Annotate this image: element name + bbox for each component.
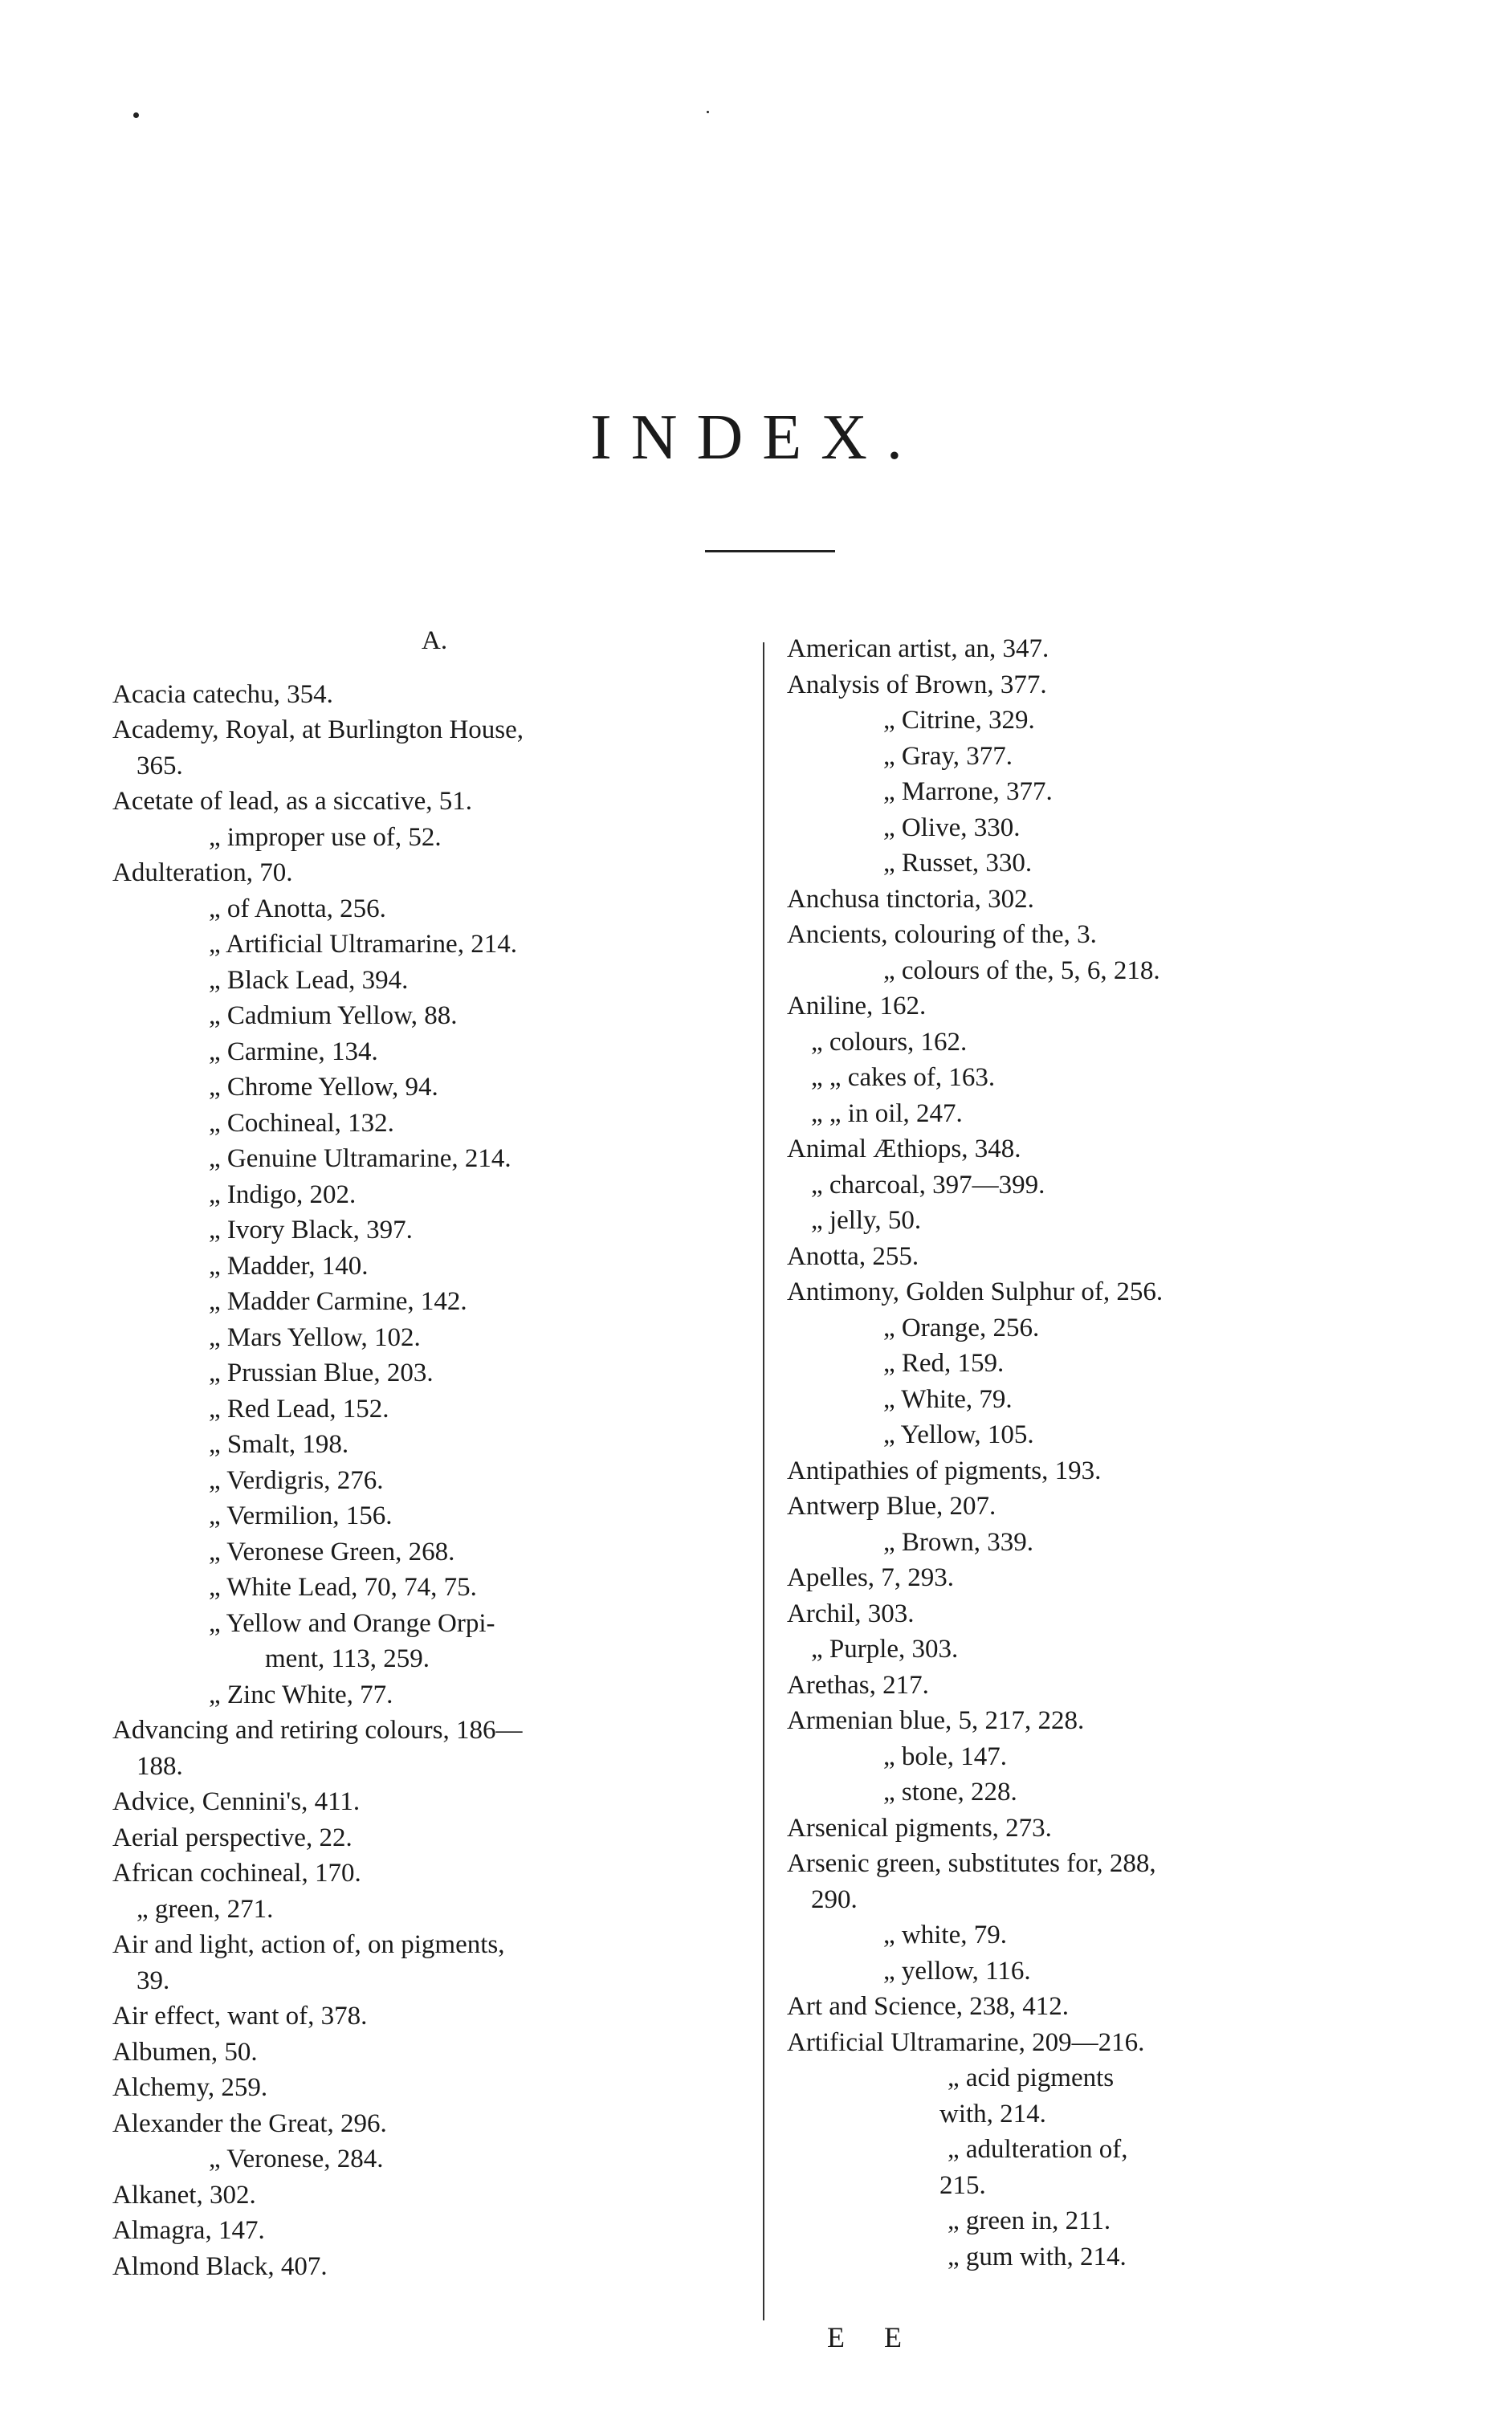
index-entry: Adulteration, 70. [112,858,293,887]
index-entry: Aerial perspective, 22. [112,1823,353,1852]
index-entry: „ Prussian Blue, 203. [209,1359,434,1387]
index-entry: „ Smalt, 198. [209,1430,349,1459]
index-entry: Acetate of lead, as a siccative, 51. [112,787,473,816]
index-entry: „ white, 79. [883,1921,1007,1949]
index-entry: Antwerp Blue, 207. [787,1492,996,1521]
index-entry: „ charcoal, 397—399. [811,1170,1045,1200]
index-entry: „ Red Lead, 152. [209,1394,389,1424]
index-entry: „ „ in oil, 247. [811,1098,963,1128]
index-entry: „ Vermilion, 156. [209,1501,393,1530]
index-entry: „ Chrome Yellow, 94. [209,1073,438,1102]
index-entry: Animal Æthiops, 348. [787,1135,1021,1163]
index-entry: „ Mars Yellow, 102. [209,1322,421,1352]
index-entry: Art and Science, 238, 412. [787,1992,1069,2021]
index-entry: „ Gray, 377. [883,741,1013,771]
index-entry: Artificial Ultramarine, 209—216. [787,2027,1145,2057]
signature-mark: E E [827,2321,918,2353]
index-entry: African cochineal, 170. [112,1859,361,1888]
index-entry: Antimony, Golden Sulphur of, 256. [787,1277,1164,1306]
index-entry: „ Indigo, 202. [209,1179,357,1209]
index-entry: Arsenical pigments, 273. [787,1813,1052,1843]
index-entry: „ colours, 162. [811,1027,968,1057]
index-entry: „ Marrone, 377. [883,777,1053,806]
index-entry: Alchemy, 259. [112,2073,268,2102]
index-entry: „ Madder Carmine, 142. [209,1287,467,1316]
index-entry: American artist, an, 347. [787,634,1049,663]
index-entry: Analysis of Brown, 377. [787,670,1047,699]
index-entry: Armenian blue, 5, 217, 228. [787,1706,1085,1735]
index-entry: „ adulteration of, [948,2135,1128,2164]
index-entry: „ Veronese Green, 268. [209,1537,455,1566]
index-entry: „ Cadmium Yellow, 88. [209,1001,458,1030]
index-entry: Archil, 303. [787,1599,915,1628]
index-entry: „ Genuine Ultramarine, 214. [209,1144,511,1173]
column-divider [763,642,764,2320]
index-entry: „ green in, 211. [948,2206,1111,2235]
index-entry: Air and light, action of, on pigments, [112,1930,505,1959]
index-entry: „ of Anotta, 256. [209,894,386,923]
ink-speck [133,112,139,118]
index-entry: „ jelly, 50. [811,1206,922,1235]
title-rule [705,550,835,552]
index-entry: „ Citrine, 329. [883,706,1035,735]
index-entry: Advancing and retiring colours, 186— [112,1716,523,1745]
index-entry: „ green, 271. [137,1894,274,1924]
index-entry: Almagra, 147. [112,2216,265,2245]
index-entry: Academy, Royal, at Burlington House, [112,715,524,744]
index-entry: „ Carmine, 134. [209,1037,378,1066]
index-entry: Alkanet, 302. [112,2180,256,2210]
index-entry: Aniline, 162. [787,992,927,1020]
index-entry: Ancients, colouring of the, 3. [787,920,1097,949]
index-entry: Albumen, 50. [112,2037,258,2067]
index-entry: Air effect, want of, 378. [112,2002,368,2031]
index-entry: „ Veronese, 284. [209,2145,384,2173]
index-entry: ment, 113, 259. [265,1644,430,1673]
index-entry: Arsenic green, substitutes for, 288, [787,1849,1156,1878]
index-column-left [112,623,747,2284]
index-entry: „ Olive, 330. [883,813,1021,842]
index-entry: „ acid pigments [948,2063,1115,2092]
index-entry: „ Verdigris, 276. [209,1465,384,1495]
index-entry: „ Purple, 303. [811,1635,959,1664]
index-entry: „ Artificial Ultramarine, 214. [209,930,517,959]
index-entry: 365. [137,751,183,780]
index-entry: with, 214. [939,2099,1046,2129]
index-entry: „ stone, 228. [883,1778,1017,1807]
index-entry: „ White, 79. [883,1384,1013,1414]
index-entry: „ Red, 159. [883,1349,1005,1378]
index-entry: „ „ cakes of, 163. [811,1063,996,1092]
page-title: INDEX. [590,402,922,473]
index-entry: 188. [137,1751,183,1781]
index-entry: „ Brown, 339. [883,1527,1033,1557]
ink-speck [707,111,709,113]
index-entry: „ Ivory Black, 397. [209,1216,413,1245]
index-entry: „ Russet, 330. [883,849,1033,878]
index-entry: „ White Lead, 70, 74, 75. [209,1573,477,1602]
index-entry: „ improper use of, 52. [209,822,442,852]
index-entry: „ Madder, 140. [209,1251,369,1281]
index-entry: „ gum with, 214. [948,2242,1127,2271]
index-entry: Anchusa tinctoria, 302. [787,884,1034,914]
index-entry: „ bole, 147. [883,1742,1007,1771]
index-entry: Apelles, 7, 293. [787,1563,955,1592]
index-entry: Alexander the Great, 296. [112,2108,387,2138]
index-entry: Almond Black, 407. [112,2251,328,2281]
index-entry: Acacia catechu, 354. [112,679,333,709]
index-entry: Arethas, 217. [787,1670,929,1700]
index-entry: „ yellow, 116. [883,1956,1031,1986]
letter-heading: A. [422,626,448,655]
index-entry: „ colours of the, 5, 6, 218. [883,955,1160,985]
index-entry: „ Yellow and Orange Orpi- [209,1608,495,1638]
index-entry: Antipathies of pigments, 193. [787,1456,1102,1485]
index-column-right [787,631,1413,2275]
index-entry: „ Zinc White, 77. [209,1680,393,1709]
index-entry: „ Cochineal, 132. [209,1108,394,1138]
index-entry: „ Yellow, 105. [883,1420,1034,1449]
index-entry: 215. [939,2170,986,2200]
index-entry: „ Black Lead, 394. [209,965,409,995]
index-entry: „ Orange, 256. [883,1313,1040,1342]
index-entry: Anotta, 255. [787,1241,919,1271]
index-entry: 39. [137,1966,170,1995]
index-entry: Advice, Cennini's, 411. [112,1787,361,1816]
index-entry: 290. [811,1884,858,1914]
